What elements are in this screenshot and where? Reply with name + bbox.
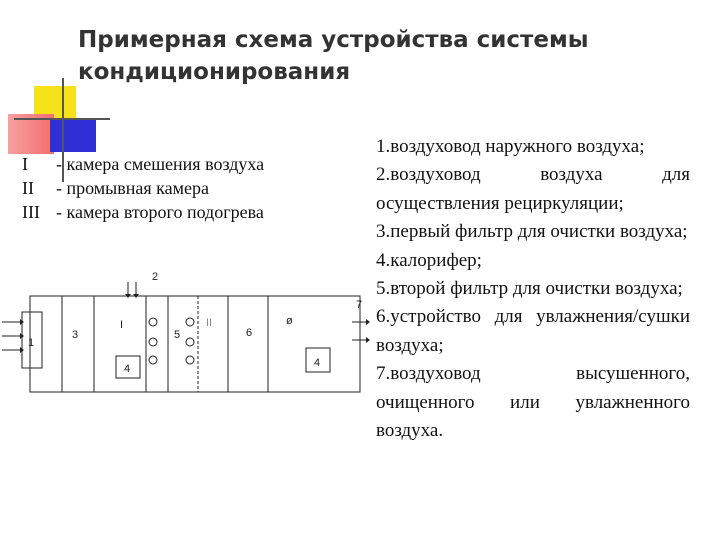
arrow-head — [366, 337, 370, 343]
label-1: 1 — [28, 337, 35, 349]
title-line-1: Примерная схема устройства системы — [78, 27, 589, 53]
chamber-legend — [22, 152, 264, 224]
label-I: I — [120, 319, 124, 331]
legend-text: - камера смешения воздуха — [56, 154, 265, 174]
note-item: 3.первый фильтр для очистки воздуха; — [376, 221, 688, 243]
note-item: 2.воздуховод воздуха для осуществления рециркуляции; — [376, 164, 690, 214]
label-5: 5 — [174, 329, 181, 341]
deco-blue-block — [50, 118, 96, 152]
label-4-right: 4 — [314, 357, 321, 369]
filter-circle — [186, 318, 194, 326]
slide-title — [78, 24, 678, 88]
legend-text: - камера второго подогрева — [56, 202, 264, 222]
housing-outline — [30, 296, 363, 392]
deco-horizontal-line — [14, 118, 110, 120]
filter-circle — [149, 318, 157, 326]
label-3: 3 — [72, 329, 79, 341]
component-notes — [376, 133, 690, 445]
deco-red-block — [8, 114, 54, 154]
air-conditioning-schematic — [0, 262, 372, 412]
filter-circle — [149, 338, 157, 346]
note-item: 7.воздуховод высушенного, очищенного или увлажненного воздуха. — [376, 363, 690, 442]
label-6: 6 — [246, 327, 253, 339]
label-II: II — [206, 317, 213, 329]
filter-circle — [149, 356, 157, 364]
label-7: 7 — [356, 299, 363, 311]
label-4-left: 4 — [124, 363, 131, 375]
legend-row — [22, 176, 264, 200]
legend-row — [22, 200, 264, 224]
filter-circle — [186, 338, 194, 346]
filter-circle — [186, 356, 194, 364]
legend-number: II — [22, 178, 34, 198]
legend-text: - промывная камера — [56, 178, 209, 198]
note-item: 5.второй фильтр для очистки воздуха; — [376, 278, 683, 300]
legend-number: III — [22, 202, 40, 222]
note-item: 6.устройство для увлажнения/сушки воздуха; — [376, 306, 690, 356]
title-line-2: кондиционирования — [78, 59, 351, 85]
arrow-head — [366, 319, 370, 325]
legend-number: I — [22, 154, 28, 174]
legend-row — [22, 152, 264, 176]
label-2: 2 — [152, 271, 159, 283]
label-phi: ø — [286, 315, 293, 327]
note-item: 1.воздуховод наружного воздуха; — [376, 136, 645, 157]
note-item: 4.калорифер; — [376, 249, 482, 271]
